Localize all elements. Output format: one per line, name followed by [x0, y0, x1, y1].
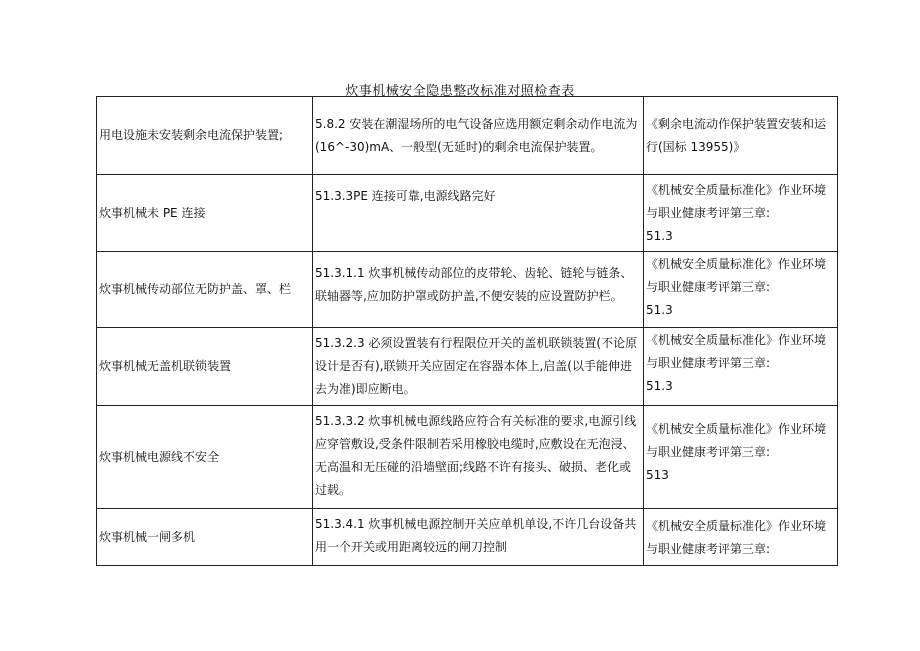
basis-cell — [644, 328, 838, 406]
standard-text: 51.3.3PE 连接可靠,电源线路完好 — [315, 189, 496, 203]
table-row — [97, 252, 838, 328]
standard-text: 51.3.1.1 炊事机械传动部位的皮带轮、齿轮、链轮与链条、联轴器等,应加防护罩或防护盖,不便安装的应设置防护栏。 — [315, 266, 633, 303]
standard-text: 51.3.3.2 炊事机械电源线路应符合有关标准的要求,电源引线应穿管敷设,受条件限制若采用橡胶电缆时,应敷设在无泡浸、无高温和无压碰的沿墙壁面;线路不许有接头、破损、老化或过载。 — [315, 414, 637, 497]
hazard-cell: 炊事机械未 PE 连接 — [97, 175, 313, 252]
basis-cell — [644, 252, 838, 328]
table-row — [97, 509, 838, 566]
basis-cell — [644, 175, 838, 252]
basis-cell — [644, 97, 838, 175]
hazard-cell: 炊事机械一闸多机 — [97, 509, 313, 566]
clause-number: 51.3 — [646, 229, 673, 243]
checklist-table — [96, 96, 838, 566]
clause-number: 51.3 — [646, 303, 673, 317]
hazard-cell: 炊事机械电源线不安全 — [97, 406, 313, 509]
standard-cell — [313, 252, 644, 328]
table-row — [97, 406, 838, 509]
table-row — [97, 175, 838, 252]
basis-cell — [644, 406, 838, 509]
standard-text: 5.8.2 安装在潮湿场所的电气设备应选用额定剩余动作电流为(16^-30)mA、一般型(无延时)的剩余电流保护装置。 — [315, 117, 638, 154]
standard-cell — [313, 406, 644, 509]
standard-cell — [313, 509, 644, 566]
standard-cell — [313, 97, 644, 175]
basis-text: 《机械安全质量标准化》作业环境与职业健康考评第三章: — [646, 333, 827, 370]
standard-text: 51.3.4.1 炊事机械电源控制开关应单机单设,不许几台设备共用一个开关或用距离较远的闸刀控制 — [315, 517, 637, 554]
hazard-cell: 炊事机械无盖机联锁装置 — [97, 328, 313, 406]
table-row — [97, 328, 838, 406]
clause-number: 513 — [646, 468, 669, 482]
basis-text: 《机械安全质量标准化》作业环境与职业健康考评第三章: — [646, 519, 827, 556]
basis-text: 《机械安全质量标准化》作业环境与职业健康考评第三章: — [646, 257, 827, 294]
hazard-cell: 炊事机械传动部位无防护盖、罩、栏 — [97, 252, 313, 328]
document-title: 炊事机械安全隐患整改标准对照检查表 — [345, 84, 575, 99]
table-row — [97, 97, 838, 175]
basis-cell — [644, 509, 838, 566]
clause-number: 51.3 — [646, 379, 673, 393]
basis-text: 《剩余电流动作保护装置安装和运行(国标 13955)》 — [646, 117, 827, 154]
basis-text: 《机械安全质量标准化》作业环境与职业健康考评第三章: — [646, 422, 827, 459]
standard-cell — [313, 328, 644, 406]
hazard-cell: 用电设施未安装剩余电流保护装置; — [97, 97, 313, 175]
basis-text: 《机械安全质量标准化》作业环境与职业健康考评第三章: — [646, 183, 827, 220]
standard-text: 51.3.2.3 必须设置装有行程限位开关的盖机联锁装置(不论原设计是否有),联锁开关应固定在容器本体上,启盖(以手能伸进去为准)即应断电。 — [315, 336, 638, 396]
standard-cell — [313, 175, 644, 252]
